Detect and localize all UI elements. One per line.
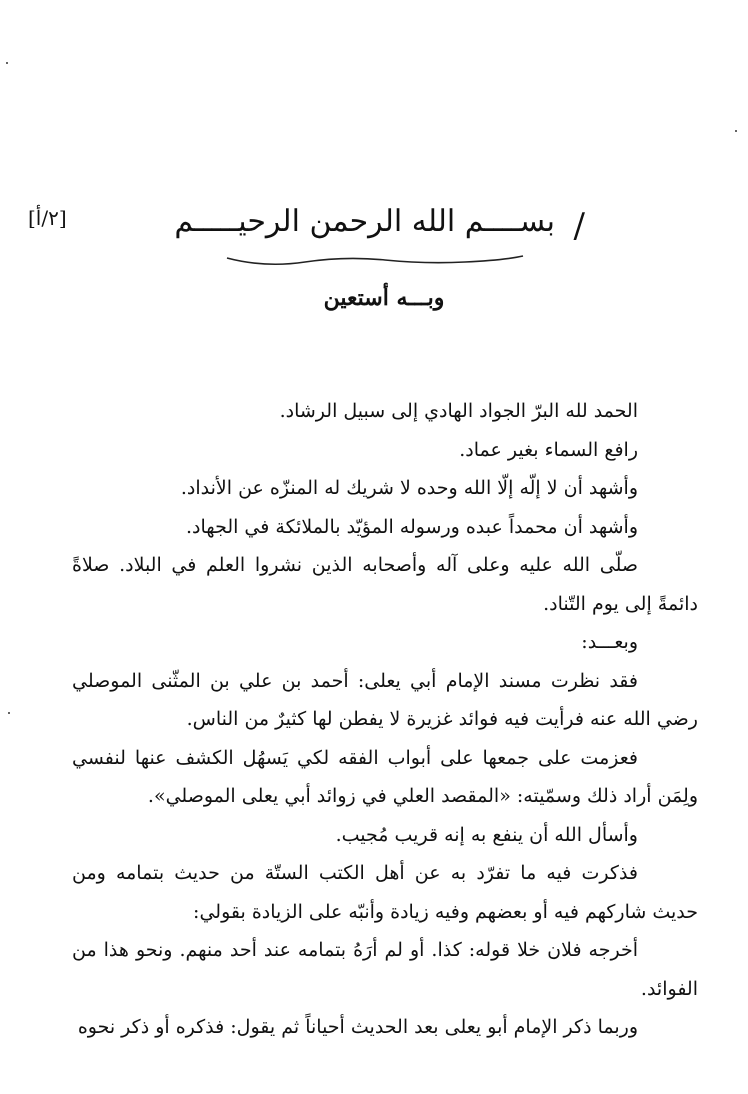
- paragraph: فعزمت على جمعها على أبواب الفقه لكي يَسهُل الكشف عنها لنفسي ولِمَن أراد ذلك وسمّيته: «المقصد العلي في زوائد أبي يعلى الموصلي».: [72, 746, 698, 807]
- paragraph: وأشهد أن لا إلّه إلّا الله وحده لا شريك له المنزّه عن الأنداد.: [180, 477, 638, 499]
- scan-speck: [8, 712, 10, 714]
- paragraph: أخرجه فلان خلا قوله: كذا. أو لم أرَهُ بتمامه عند أحد منهم. ونحو هذا من الفوائد.: [72, 939, 698, 1000]
- scan-speck: [6, 62, 8, 64]
- paragraph: وبعـــد:: [581, 631, 638, 653]
- basmala-heading: [174, 198, 585, 278]
- paragraph: فذكرت فيه ما تفرّد به عن أهل الكتب الستّة من حديث بتمامه ومن حديث شاركهم فيه أو بعضهم وفيه زيادة وأنبّه على الزيادة بقولي:: [72, 862, 698, 923]
- paragraph: فقد نظرت مسند الإمام أبي يعلى: أحمد بن علي بن المثّنى الموصلي رضي الله عنه فرأيت فيه فوائد غزيرة لا يفطن لها كثيرٌ من الناس.: [72, 669, 698, 730]
- scan-speck: [735, 130, 737, 132]
- paragraph: صلّى الله عليه وعلى آله وأصحابه الذين نشروا العلم في البلاد. صلاةً دائمةً إلى يوم التّناد.: [72, 554, 698, 615]
- paragraph: وأشهد أن محمداً عبده ورسوله المؤيّد بالملائكة في الجهاد.: [186, 515, 638, 538]
- folio-marker: [٢/أ]: [28, 206, 67, 230]
- basmala-flourish: [225, 240, 525, 270]
- paragraph: الحمد لله البرّ الجواد الهادي إلى سبيل الرشاد.: [279, 400, 638, 422]
- subheading: وبـــه أستعين: [323, 285, 445, 311]
- paragraph: وأسأل الله أن ينفع به إنه قريب مُجيب.: [335, 823, 638, 846]
- paragraph: رافع السماء بغير عماد.: [459, 438, 638, 461]
- paragraph: وربما ذكر الإمام أبو يعلى بعد الحديث أحياناً ثم يقول: فذكره أو ذكر نحوه: [77, 1016, 638, 1038]
- body-text: [72, 392, 698, 1047]
- basmala-text: بســــم الله الرحمن الرحيـــــم: [174, 204, 555, 239]
- folio-slash: /: [573, 206, 585, 246]
